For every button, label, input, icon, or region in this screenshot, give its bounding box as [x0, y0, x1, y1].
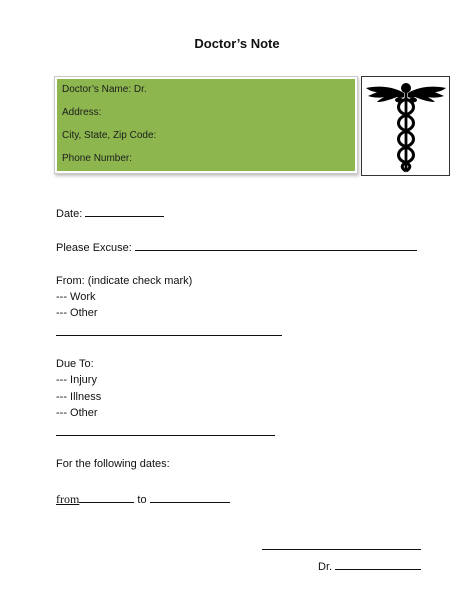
- from-other-line[interactable]: [56, 335, 282, 336]
- from-option-other: --- Other: [56, 307, 98, 319]
- signature-line[interactable]: [262, 549, 421, 550]
- from-option-work: --- Work: [56, 291, 96, 303]
- page-title: Doctor’s Note: [194, 36, 280, 51]
- dr-label: Dr.: [318, 561, 333, 573]
- due-option-illness: --- Illness: [56, 391, 102, 403]
- doctor-info-box: [54, 76, 358, 174]
- to-word: to: [137, 494, 147, 506]
- from-date-field[interactable]: [79, 492, 134, 503]
- excuse-field[interactable]: [135, 240, 417, 251]
- date-field[interactable]: [85, 206, 164, 217]
- due-other-line[interactable]: [56, 435, 275, 436]
- from-label: From: (indicate check mark): [56, 275, 193, 287]
- excuse-label: Please Excuse:: [56, 242, 132, 254]
- date-row: [56, 206, 164, 221]
- due-option-other: --- Other: [56, 407, 98, 419]
- due-to-label: Due To:: [56, 358, 94, 370]
- due-option-injury: --- Injury: [56, 374, 97, 386]
- date-label: Date:: [56, 208, 83, 220]
- dr-row: [318, 559, 421, 574]
- doctor-info-panel: [57, 79, 355, 171]
- city-state-zip-label: City, State, Zip Code:: [62, 130, 157, 141]
- excuse-row: [56, 240, 417, 255]
- caduceus-icon: [362, 77, 451, 177]
- to-date-field[interactable]: [150, 492, 230, 503]
- dr-name-field[interactable]: [335, 559, 421, 570]
- logo-frame: [361, 76, 450, 176]
- dates-label: For the following dates:: [56, 458, 170, 470]
- dates-row: [56, 492, 230, 507]
- address-label: Address:: [62, 107, 102, 118]
- doctor-name-label: Doctor’s Name: Dr.: [62, 84, 147, 95]
- from-word: from: [56, 492, 80, 506]
- phone-number-label: Phone Number:: [62, 153, 133, 164]
